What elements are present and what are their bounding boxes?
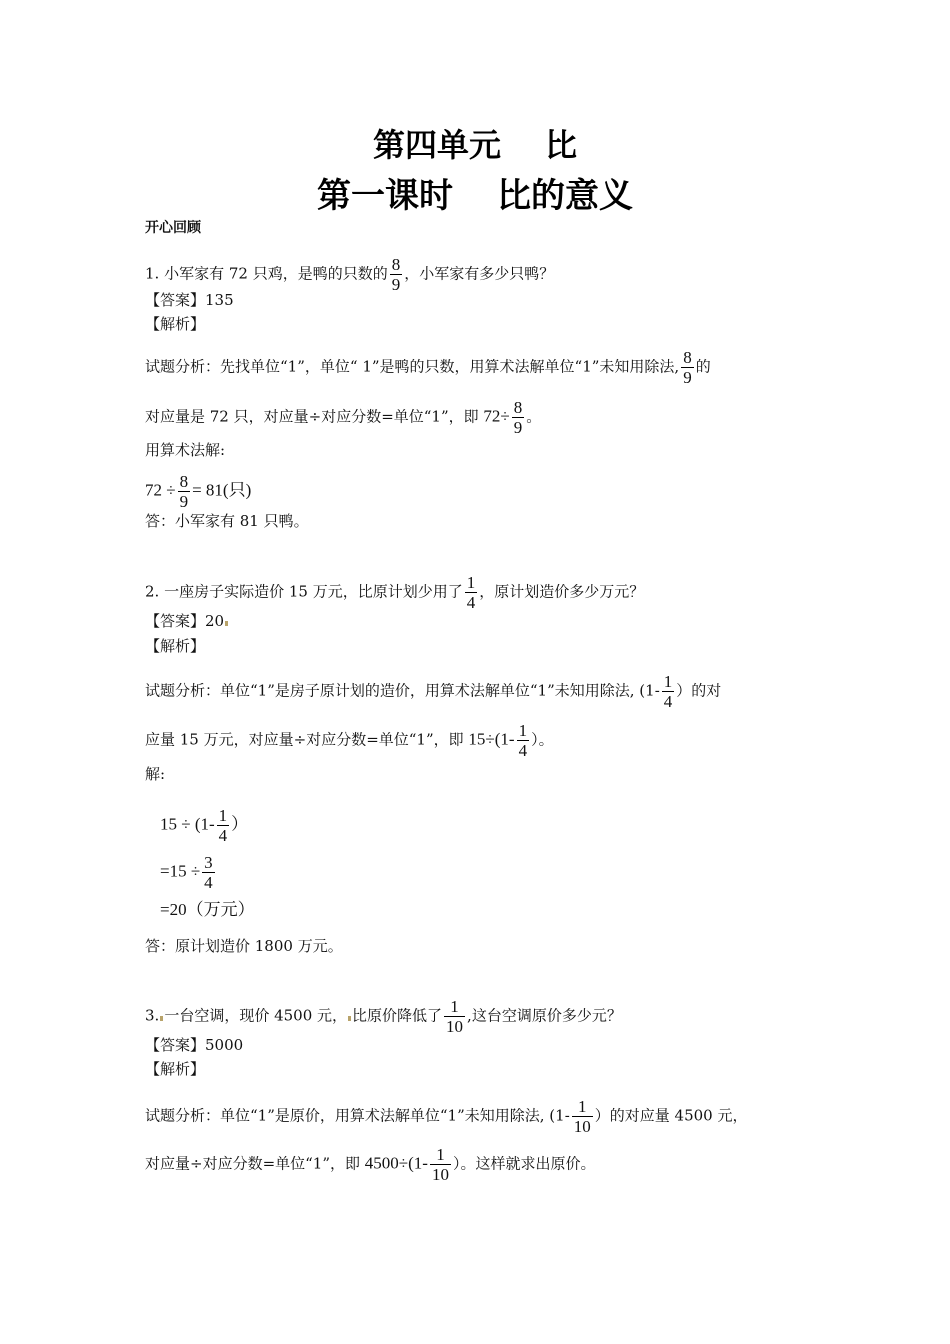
analysis-label-2: 【解析】 (145, 637, 206, 655)
question-1: 1. 小军家有 72 只鸡，是鸭的只数的 $\frac{8}{9}$ ，小军家有多少只鸭？ (145, 255, 555, 294)
fraction: $\frac{1}{4}$ (518, 721, 528, 760)
analysis-label-1: 【解析】 (145, 315, 206, 333)
fraction: $\frac{1}{4}$ (663, 672, 673, 711)
analysis-3-line-1: 试题分析：单位“1”是原价，用算术法解单位“1”未知用除法, (1- $\frac{1}{10}$ ）的对应量 4500 元， (145, 1097, 748, 1136)
fraction: $\frac{1}{10}$ (431, 1145, 449, 1184)
unit-title: 第四单元 比 (372, 126, 578, 164)
fraction: $\frac{8}{9}$ (513, 398, 523, 437)
fraction: $\frac{8}{9}$ (179, 472, 189, 511)
reply-2: 答：原计划造价 1800 万元。 (145, 937, 343, 955)
fraction: $\frac{8}{9}$ (391, 255, 401, 294)
analysis-1-line-1: 试题分析：先找单位“1”，单位“ 1”是鸭的只数，用算术法解单位“1”未知用除法, $\frac{8}{9}$ 的 (145, 348, 711, 387)
fraction: $\frac{1}{10}$ (446, 997, 464, 1036)
solution-step-3: =20（万元） (160, 900, 255, 919)
fraction: $\frac{8}{9}$ (683, 348, 692, 387)
method-label: 用算术法解: (145, 441, 226, 459)
solution-step-1: 15 ÷ (1- $\frac{1}{4}$ ） (160, 806, 249, 845)
answer-2: 【答案】20 (145, 611, 229, 631)
question-2: 2. 一座房子实际造价 15 万元，比原计划少用了 $\frac{1}{4}$ ，原计划造价多少万元？ (145, 573, 645, 612)
lesson-title: 第一课时 比的意义 (317, 176, 633, 216)
section-heading: 开心回顾 (145, 220, 201, 236)
answer-3: 【答案】5000 (145, 1036, 244, 1054)
fraction: $\frac{1}{10}$ (573, 1097, 591, 1136)
analysis-3-line-2: 对应量÷对应分数=单位“1”，即 4500÷(1- $\frac{1}{10}$ ）。这样就求出原价。 (145, 1145, 596, 1184)
solution-step-2: =15 ÷ $\frac{3}{4}$ (160, 853, 213, 892)
analysis-2-line-2: 应量 15 万元，对应量÷对应分数=单位“1”，即 15÷(1- $\frac{1}{4}$ ）。 (145, 721, 554, 760)
analysis-2-line-1: 试题分析：单位“1”是房子原计划的造价，用算术法解单位“1”未知用除法, (1- $\frac{1}{4}$ ）的对 (145, 672, 722, 711)
calculation-1: 72 ÷ $\frac{8}{9}$ = 81(只) (145, 472, 252, 511)
question-3: 3. 一台空调，现价 4500 元， 比原价降低了 $\frac{1}{10}$ ,这台空调原价多少元？ (145, 997, 622, 1036)
fraction: $\frac{3}{4}$ (204, 853, 213, 892)
answer-1: 【答案】135 (145, 291, 234, 309)
analysis-label-3: 【解析】 (145, 1060, 206, 1078)
fraction: $\frac{1}{4}$ (466, 573, 476, 612)
solve-label: 解: (145, 765, 166, 783)
reply-1: 答：小军家有 81 只鸭。 (145, 512, 309, 530)
fraction: $\frac{1}{4}$ (218, 806, 228, 845)
analysis-1-line-2: 对应量是 72 只，对应量÷对应分数=单位“1”，即 72÷ $\frac{8}{9}$ 。 (145, 398, 542, 437)
